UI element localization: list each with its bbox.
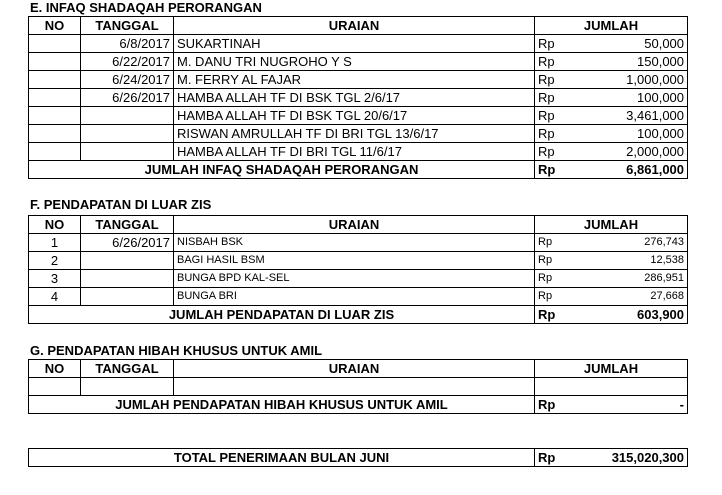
table-row bbox=[29, 71, 688, 89]
row-tanggal bbox=[81, 125, 174, 143]
row-tanggal: 6/26/2017 bbox=[81, 89, 174, 107]
row-rp: Rp bbox=[535, 53, 590, 71]
section-g-header-row bbox=[29, 360, 688, 378]
table-row bbox=[29, 378, 688, 396]
row-no: 1 bbox=[29, 234, 81, 252]
row-uraian bbox=[174, 378, 535, 396]
row-uraian: HAMBA ALLAH TF DI BSK TGL 20/6/17 bbox=[174, 107, 535, 125]
grand-total-table bbox=[28, 448, 688, 467]
table-row bbox=[29, 252, 688, 270]
total-rp: Rp bbox=[535, 396, 590, 414]
total-rp: Rp bbox=[535, 306, 590, 324]
row-uraian: BUNGA BPD KAL-SEL bbox=[174, 270, 535, 288]
header-uraian: URAIAN bbox=[174, 17, 535, 35]
table-row bbox=[29, 143, 688, 161]
row-amount: 27,668 bbox=[590, 288, 688, 306]
row-uraian: BAGI HASIL BSM bbox=[174, 252, 535, 270]
section-g-table bbox=[28, 359, 688, 414]
grand-total-rp: Rp bbox=[535, 449, 590, 467]
total-rp: Rp bbox=[535, 161, 590, 179]
row-uraian: RISWAN AMRULLAH TF DI BRI TGL 13/6/17 bbox=[174, 125, 535, 143]
row-tanggal bbox=[81, 143, 174, 161]
row-no bbox=[29, 125, 81, 143]
section-f-total-row bbox=[29, 306, 688, 324]
row-no: 4 bbox=[29, 288, 81, 306]
table-row bbox=[29, 270, 688, 288]
row-uraian: M. DANU TRI NUGROHO Y S bbox=[174, 53, 535, 71]
section-f-header-row bbox=[29, 216, 688, 234]
total-amount: 603,900 bbox=[590, 306, 688, 324]
row-rp: Rp bbox=[535, 125, 590, 143]
header-tanggal: TANGGAL bbox=[81, 17, 174, 35]
header-tanggal: TANGGAL bbox=[81, 216, 174, 234]
row-uraian: BUNGA BRI bbox=[174, 288, 535, 306]
row-amount: 3,461,000 bbox=[590, 107, 688, 125]
row-amount: 150,000 bbox=[590, 53, 688, 71]
table-row bbox=[29, 107, 688, 125]
header-uraian: URAIAN bbox=[174, 216, 535, 234]
row-amount: 1,000,000 bbox=[590, 71, 688, 89]
section-e-total-row bbox=[29, 161, 688, 179]
table-row bbox=[29, 89, 688, 107]
row-rp: Rp bbox=[535, 71, 590, 89]
row-no bbox=[29, 53, 81, 71]
row-rp bbox=[535, 378, 590, 396]
row-uraian: SUKARTINAH bbox=[174, 35, 535, 53]
row-no bbox=[29, 143, 81, 161]
section-e-header-row bbox=[29, 17, 688, 35]
row-tanggal bbox=[81, 107, 174, 125]
row-tanggal: 6/26/2017 bbox=[81, 234, 174, 252]
row-amount: 50,000 bbox=[590, 35, 688, 53]
header-jumlah: JUMLAH bbox=[535, 17, 688, 35]
row-rp: Rp bbox=[535, 143, 590, 161]
row-amount: 2,000,000 bbox=[590, 143, 688, 161]
row-rp: Rp bbox=[535, 288, 590, 306]
section-f-title: F. PENDAPATAN DI LUAR ZIS bbox=[30, 197, 212, 212]
row-tanggal bbox=[81, 252, 174, 270]
row-rp: Rp bbox=[535, 35, 590, 53]
header-jumlah: JUMLAH bbox=[535, 216, 688, 234]
total-amount: 6,861,000 bbox=[590, 161, 688, 179]
total-label: JUMLAH PENDAPATAN HIBAH KHUSUS UNTUK AMIL bbox=[29, 396, 535, 414]
row-amount: 276,743 bbox=[590, 234, 688, 252]
row-amount: 100,000 bbox=[590, 89, 688, 107]
row-no bbox=[29, 71, 81, 89]
row-rp: Rp bbox=[535, 270, 590, 288]
grand-total-label: TOTAL PENERIMAAN BULAN JUNI bbox=[29, 449, 535, 467]
row-no bbox=[29, 378, 81, 396]
table-row bbox=[29, 35, 688, 53]
row-tanggal bbox=[81, 270, 174, 288]
grand-total-row bbox=[29, 449, 688, 467]
section-e-title: E. INFAQ SHADAQAH PERORANGAN bbox=[30, 0, 262, 15]
section-g-total-row bbox=[29, 396, 688, 414]
row-amount: 100,000 bbox=[590, 125, 688, 143]
header-no: NO bbox=[29, 17, 81, 35]
grand-total-amount: 315,020,300 bbox=[590, 449, 688, 467]
table-row bbox=[29, 53, 688, 71]
row-tanggal bbox=[81, 288, 174, 306]
section-g-title: G. PENDAPATAN HIBAH KHUSUS UNTUK AMIL bbox=[30, 343, 323, 358]
row-uraian: HAMBA ALLAH TF DI BSK TGL 2/6/17 bbox=[174, 89, 535, 107]
row-tanggal bbox=[81, 378, 174, 396]
row-amount: 286,951 bbox=[590, 270, 688, 288]
header-no: NO bbox=[29, 360, 81, 378]
section-f-table bbox=[28, 215, 688, 324]
total-label: JUMLAH PENDAPATAN DI LUAR ZIS bbox=[29, 306, 535, 324]
header-tanggal: TANGGAL bbox=[81, 360, 174, 378]
row-tanggal: 6/22/2017 bbox=[81, 53, 174, 71]
table-row bbox=[29, 234, 688, 252]
row-rp: Rp bbox=[535, 89, 590, 107]
row-no: 2 bbox=[29, 252, 81, 270]
table-row bbox=[29, 288, 688, 306]
header-uraian: URAIAN bbox=[174, 360, 535, 378]
row-amount: 12,538 bbox=[590, 252, 688, 270]
table-row bbox=[29, 125, 688, 143]
row-tanggal: 6/8/2017 bbox=[81, 35, 174, 53]
row-no: 3 bbox=[29, 270, 81, 288]
row-uraian: HAMBA ALLAH TF DI BRI TGL 11/6/17 bbox=[174, 143, 535, 161]
total-label: JUMLAH INFAQ SHADAQAH PERORANGAN bbox=[29, 161, 535, 179]
header-no: NO bbox=[29, 216, 81, 234]
row-no bbox=[29, 89, 81, 107]
row-uraian: NISBAH BSK bbox=[174, 234, 535, 252]
row-amount bbox=[590, 378, 688, 396]
row-rp: Rp bbox=[535, 107, 590, 125]
row-no bbox=[29, 107, 81, 125]
total-amount: - bbox=[590, 396, 688, 414]
header-jumlah: JUMLAH bbox=[535, 360, 688, 378]
section-e-table bbox=[28, 16, 688, 179]
row-uraian: M. FERRY AL FAJAR bbox=[174, 71, 535, 89]
row-no bbox=[29, 35, 81, 53]
row-tanggal: 6/24/2017 bbox=[81, 71, 174, 89]
row-rp: Rp bbox=[535, 252, 590, 270]
row-rp: Rp bbox=[535, 234, 590, 252]
